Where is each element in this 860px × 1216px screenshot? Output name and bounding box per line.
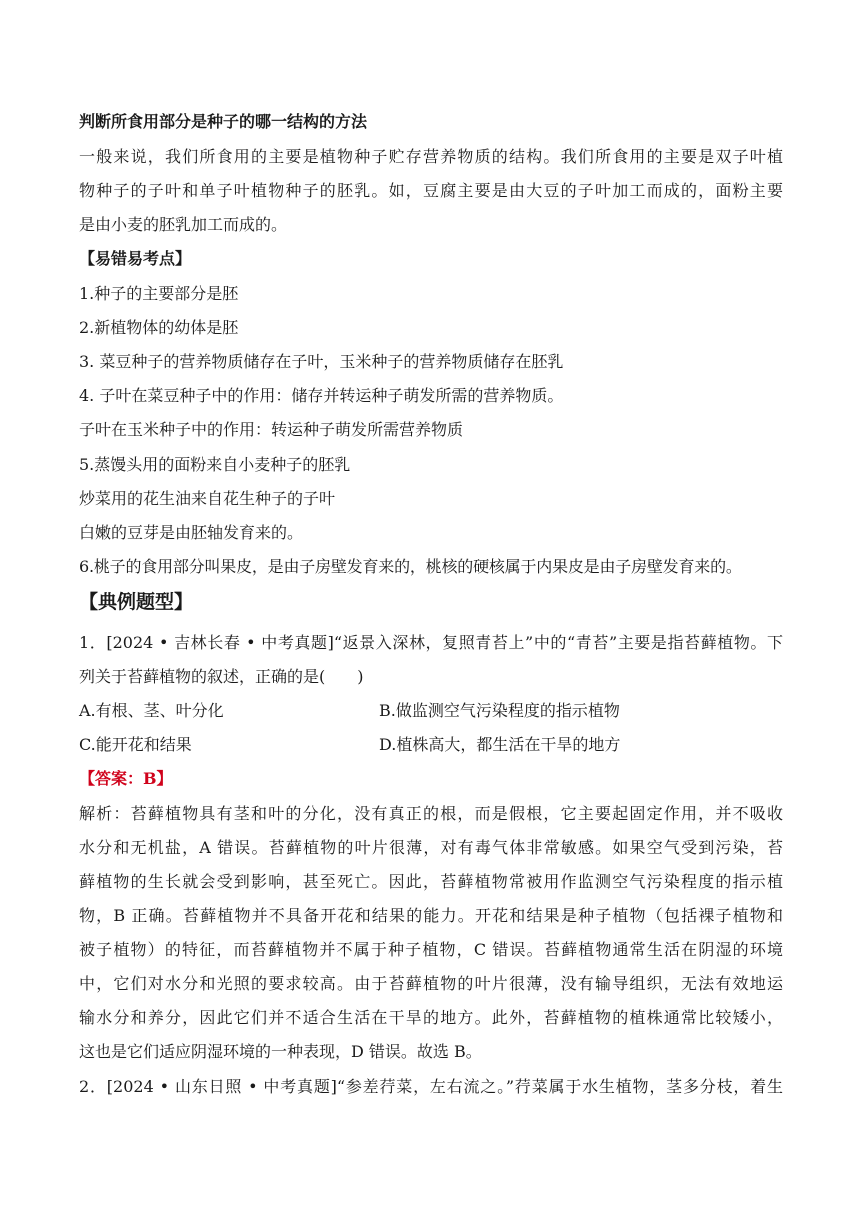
option-c: C.能开花和结果 — [79, 735, 192, 754]
option-b: B.做监测空气污染程度的指示植物 — [379, 701, 620, 720]
examples-title: 【典例题型】 — [79, 591, 194, 613]
analysis-line: 被子植物）的特征，而苔藓植物并不属于种子植物，C 错误。苔藓植物通常生活在阴湿的环境 — [79, 940, 783, 959]
analysis-line: 物，B 正确。苔藓植物并不具备开花和结果的能力。开花和结果是种子植物（包括裸子植物和 — [79, 906, 783, 925]
error-point-item: 5.蒸馒头用的面粉来自小麦种子的胚乳 — [79, 455, 351, 474]
question-1-stem-line-1: 1．[2024 • 吉林长春 • 中考真题]“返景入深林，复照青苔上”中的“青苔”主要是指苔藓植物。下 — [79, 633, 783, 652]
option-d: D.植株高大，都生活在干旱的地方 — [379, 735, 621, 754]
analysis-line: 输水分和养分，因此它们并不适合生活在干旱的地方。此外，苔藓植物的植株通常比较矮小， — [79, 1008, 783, 1027]
question-2-stem-line-1: 2．[2024 • 山东日照 • 中考真题]“参差荇菜，左右流之。”荇菜属于水生植物，茎多分枝，着生 — [79, 1077, 783, 1096]
option-a: A.有根、茎、叶分化 — [79, 701, 224, 720]
answer-label: 【答案：B】 — [79, 769, 173, 788]
error-point-item: 4. 子叶在菜豆种子中的作用：储存并转运种子萌发所需的营养物质。 — [79, 386, 564, 405]
analysis-line: 中，它们对水分和光照的要求较高。由于苔藓植物的叶片很薄，没有输导组织，无法有效地运 — [79, 974, 783, 993]
analysis-line: 水分和无机盐，A 错误。苔藓植物的叶片很薄，对有毒气体非常敏感。如果空气受到污染，苔 — [79, 838, 783, 857]
error-points-title: 【易错易考点】 — [79, 249, 192, 268]
method-paragraph-line-3: 是由小麦的胚乳加工而成的。 — [79, 215, 288, 234]
method-paragraph-line-2: 物种子的子叶和单子叶植物种子的胚乳。如，豆腐主要是由大豆的子叶加工而成的，面粉主要 — [79, 181, 783, 200]
error-point-item: 子叶在玉米种子中的作用：转运种子萌发所需营养物质 — [79, 420, 464, 439]
analysis-line: 解析：苔藓植物具有茎和叶的分化，没有真正的根，而是假根，它主要起固定作用，并不吸收 — [79, 804, 783, 823]
error-point-item: 1.种子的主要部分是胚 — [79, 284, 239, 303]
error-point-item: 6.桃子的食用部分叫果皮，是由子房壁发育来的，桃核的硬核属于内果皮是由子房壁发育来的。 — [79, 557, 742, 576]
method-paragraph-line-1: 一般来说，我们所食用的主要是植物种子贮存营养物质的结构。我们所食用的主要是双子叶植 — [79, 147, 783, 166]
question-1-stem-line-2: 列关于苔藓植物的叙述，正确的是( ) — [79, 667, 364, 686]
error-point-item: 2.新植物体的幼体是胚 — [79, 318, 239, 337]
error-point-item: 白嫩的豆芽是由胚轴发育来的。 — [79, 523, 304, 542]
error-point-item: 炒菜用的花生油来自花生种子的子叶 — [79, 489, 336, 508]
method-title: 判断所食用部分是种子的哪一结构的方法 — [79, 112, 368, 131]
error-point-item: 3. 菜豆种子的营养物质储存在子叶，玉米种子的营养物质储存在胚乳 — [79, 352, 564, 371]
analysis-line: 这也是它们适应阴湿环境的一种表现，D 错误。故选 B。 — [79, 1042, 482, 1061]
analysis-line: 藓植物的生长就会受到影响，甚至死亡。因此，苔藓植物常被用作监测空气污染程度的指示植 — [79, 872, 783, 891]
